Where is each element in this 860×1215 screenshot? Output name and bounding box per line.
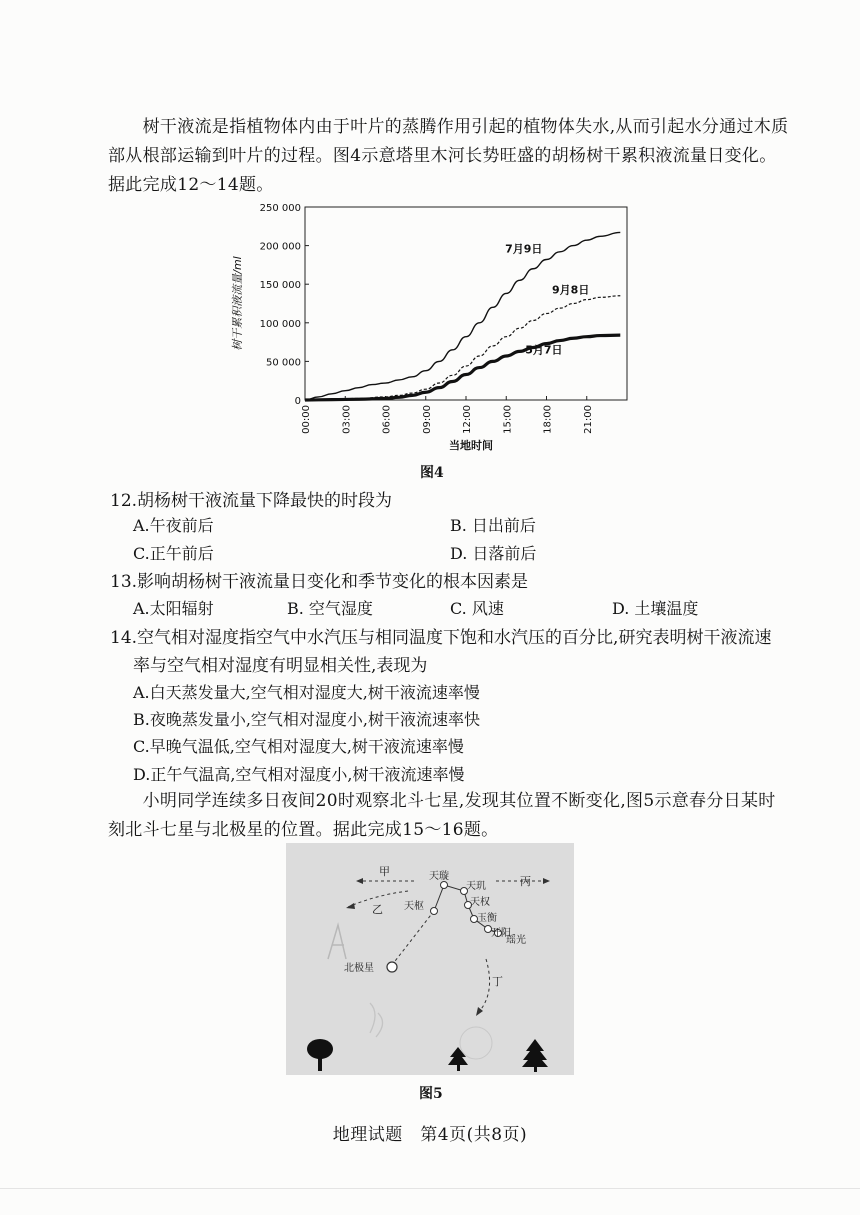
intro2-line-2: 刻北斗七星与北极星的位置。据此完成15～16题。 [108,820,499,840]
q13-option-d[interactable]: D. 土壤温度 [612,599,699,618]
x-tick-label: 09:00 [421,405,433,434]
series-line-2 [305,296,620,400]
series-label: 7月9日 [505,242,543,256]
figure-5-caption: 图5 [419,1086,443,1102]
intro-line-1: 树干液流是指植物体内由于叶片的蒸腾作用引起的植物体失水,从而引起水分通过木质 [108,117,789,137]
figure-4-chart [225,198,645,456]
x-tick-label: 21:00 [582,405,594,434]
series-label: 9月8日 [552,283,590,297]
arrow-bing-label: 丙 [520,875,531,888]
question-14-stem-line-1: 14.空气相对湿度指空气中水汽压与相同温度下饱和水汽压的百分比,研究表明树干液流速 [110,628,772,648]
x-tick-label: 00:00 [301,405,312,434]
arrow-ding-label: 丁 [492,975,503,988]
label-tianji: 天玑 [466,881,486,892]
q13-option-c[interactable]: C. 风速 [450,599,504,618]
q14-option-a[interactable]: A.白天蒸发量大,空气相对湿度大,树干液流速率慢 [133,683,480,702]
y-tick-label: 250 000 [259,203,301,214]
x-axis-label: 当地时间 [449,439,493,452]
label-polaris: 北极星 [344,963,374,974]
x-tick-label: 18:00 [542,405,554,434]
label-kaiyang: 开阳 [491,928,511,939]
intro-line-2: 部从根部运输到叶片的过程。图4示意塔里木河长势旺盛的胡杨树干累积液流量日变化。 [108,146,777,166]
arrow-yi-label: 乙 [372,903,383,916]
label-tianxuan: 天璇 [429,871,449,882]
question-14-stem-line-2: 率与空气相对湿度有明显相关性,表现为 [133,656,428,676]
question-12-stem: 12.胡杨树干液流量下降最快的时段为 [110,491,393,511]
question-13-stem: 13.影响胡杨树干液流量日变化和季节变化的根本因素是 [110,572,529,592]
label-tianshu: 天枢 [404,901,424,912]
q14-option-b[interactable]: B.夜晚蒸发量小,空气相对湿度小,树干液流速率快 [133,710,481,729]
x-tick-label: 15:00 [502,405,514,434]
page-bottom-divider [0,1188,860,1189]
y-axis-label: 树干累积液流量/ml [231,256,244,351]
star-polaris [387,962,397,972]
label-yuheng: 玉衡 [477,913,497,924]
q14-option-c[interactable]: C.早晚气温低,空气相对湿度大,树干液流速率慢 [133,737,464,756]
q12-option-c[interactable]: C.正午前后 [133,544,214,563]
q12-option-a[interactable]: A.午夜前后 [133,516,214,535]
y-tick-label: 150 000 [259,280,301,292]
y-tick-label: 100 000 [259,318,301,330]
figure-5-star-map [286,843,574,1075]
q13-option-a[interactable]: A.太阳辐射 [133,599,214,618]
page-footer: 地理试题 第4页(共8页) [332,1125,528,1145]
chart-frame [305,207,627,400]
series-label: 5月7日 [525,343,563,357]
chart-series [305,232,620,400]
intro-line-3: 据此完成12～14题。 [108,175,274,195]
chart-labels [231,203,594,452]
star-tianshu [431,908,438,915]
y-tick-label: 0 [294,396,301,407]
q13-option-b[interactable]: B. 空气湿度 [287,599,373,618]
star-tianxuan [441,882,448,889]
intro2-line-1: 小明同学连续多日夜间20时观察北斗七星,发现其位置不断变化,图5示意春分日某时 [108,791,776,811]
arrow-jia-label: 甲 [379,865,390,878]
x-tick-label: 06:00 [381,405,393,434]
x-tick-label: 12:00 [462,405,473,434]
chart-axes [305,207,627,400]
label-tianquan: 天权 [470,897,490,908]
figure-4-caption: 图4 [420,465,444,481]
q12-option-d[interactable]: D. 日落前后 [450,544,537,563]
y-tick-label: 50 000 [266,357,301,369]
x-tick-label: 03:00 [341,405,353,434]
y-tick-label: 200 000 [259,241,301,253]
q12-option-b[interactable]: B. 日出前后 [450,516,536,535]
q14-option-d[interactable]: D.正午气温高,空气相对湿度小,树干液流速率慢 [133,765,465,784]
label-yaoguang: 瑶光 [506,935,526,946]
